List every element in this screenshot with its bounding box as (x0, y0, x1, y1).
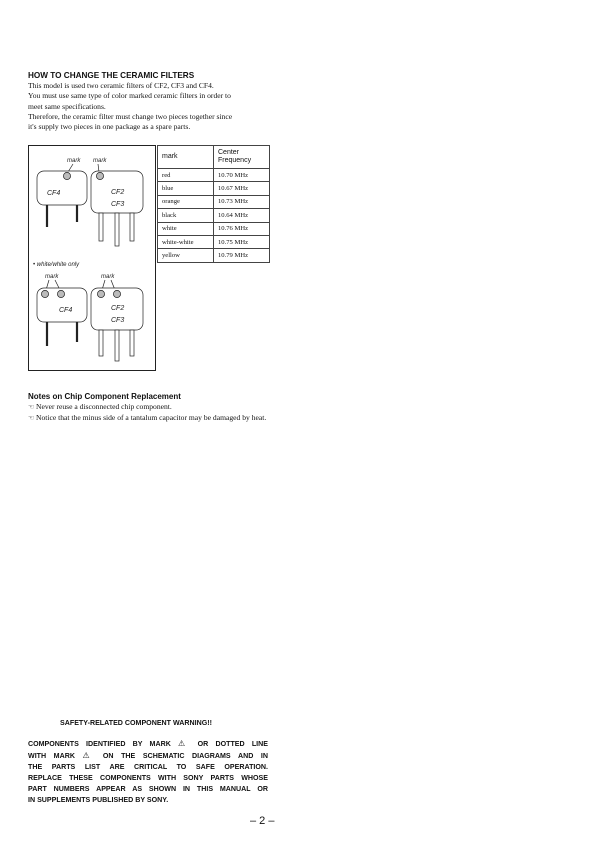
cf3-label: CF3 (111, 317, 125, 324)
page-number: – 2 – (250, 815, 275, 827)
cf4-label: CF4 (47, 190, 61, 197)
intro-paragraph (28, 81, 268, 132)
intro-line: You must use same type of color marked ceramic filters in order to (28, 91, 231, 101)
table-cell-mark: black (158, 209, 214, 222)
table-header-frequency (214, 146, 270, 169)
table-header-row (158, 146, 270, 169)
intro-line: it's supply two pieces in one package as a spare parts. (28, 122, 191, 132)
notes-list (28, 402, 267, 423)
note-text: Notice that the minus side of a tantalum capacitor may be damaged by heat. (36, 412, 267, 422)
warning-line: IN SUPPLEMENTS PUBLISHED BY SONY. (28, 796, 169, 804)
mark-label: mark (67, 158, 81, 164)
cf4-filter-body (37, 171, 87, 205)
safety-warning-text (28, 738, 268, 806)
color-mark-icon (63, 172, 70, 179)
table-header-mark: mark (158, 146, 214, 169)
table-row (158, 195, 270, 208)
intro-line: Therefore, the ceramic filter must change two pieces together since (28, 111, 233, 121)
ceramic-filter-figure (28, 145, 156, 371)
table-row (158, 169, 270, 182)
table-cell-frequency: 10.70 MHz (214, 169, 270, 182)
table-cell-mark: white-white (158, 235, 214, 248)
note-text: Never reuse a disconnected chip component. (36, 402, 172, 411)
color-mark-icon (97, 290, 104, 297)
color-mark-icon (96, 172, 103, 179)
table-cell-frequency: 10.67 MHz (214, 182, 270, 195)
color-mark-icon (57, 290, 64, 297)
warning-line: REPLACE THESE COMPONENTS WITH SONY PARTS WHOSE (28, 774, 268, 782)
header-freq-line: Center (218, 148, 240, 156)
white-white-note: • white/white only (33, 262, 80, 268)
cf2-label: CF2 (111, 305, 125, 312)
header-freq-line: Frequency (218, 157, 252, 164)
frequency-table (157, 145, 270, 263)
warning-triangle-icon: ⚠ (178, 739, 191, 748)
list-item (28, 413, 267, 424)
table-cell-mark: orange (158, 195, 214, 208)
warning-triangle-icon: ⚠ (82, 751, 96, 760)
warning-fragment: WITH MARK (28, 752, 75, 760)
warning-line: PART NUMBERS APPEAR AS SHOWN IN THIS MANUAL OR (28, 785, 268, 793)
table-cell-mark: red (158, 169, 214, 182)
table-cell-mark: white (158, 222, 214, 235)
list-item (28, 402, 267, 413)
warning-fragment: ON THE SCHEMATIC DIAGRAMS AND IN (102, 752, 268, 760)
table-row (158, 222, 270, 235)
table-cell-mark: blue (158, 182, 214, 195)
table-cell-frequency: 10.64 MHz (214, 209, 270, 222)
cf3-label: CF3 (111, 201, 125, 208)
table-cell-frequency: 10.75 MHz (214, 235, 270, 248)
intro-line: meet same specifications. (28, 101, 106, 111)
warning-line (28, 750, 268, 762)
pointing-hand-icon: ☜ (28, 403, 35, 411)
table-row (158, 209, 270, 222)
safety-warning-title: SAFETY-RELATED COMPONENT WARNING!! (60, 719, 212, 727)
intro-line: This model is used two ceramic filters of CF2, CF3 and CF4. (28, 81, 214, 90)
mark-label: mark (45, 274, 59, 280)
table-cell-frequency: 10.73 MHz (214, 195, 270, 208)
table-cell-frequency: 10.76 MHz (214, 222, 270, 235)
cf2-label: CF2 (111, 189, 125, 196)
warning-line (28, 738, 268, 750)
mark-label: mark (93, 158, 107, 164)
cf4-label: CF4 (59, 307, 73, 314)
pointing-hand-icon: ☜ (28, 413, 35, 422)
table-row (158, 182, 270, 195)
section-title: HOW TO CHANGE THE CERAMIC FILTERS (28, 71, 195, 80)
notes-title: Notes on Chip Component Replacement (28, 392, 181, 401)
table-cell-mark: yellow (158, 249, 214, 262)
color-mark-icon (41, 290, 48, 297)
table-row (158, 249, 270, 262)
mark-label: mark (101, 274, 115, 280)
filter-diagram (29, 146, 155, 370)
table-cell-frequency: 10.79 MHz (214, 249, 270, 262)
table-row (158, 235, 270, 248)
warning-fragment: COMPONENTS IDENTIFIED BY MARK (28, 740, 171, 748)
warning-line: THE PARTS LIST ARE CRITICAL TO SAFE OPERATION. (28, 763, 268, 771)
warning-fragment: OR DOTTED LINE (197, 740, 269, 748)
color-mark-icon (113, 290, 120, 297)
